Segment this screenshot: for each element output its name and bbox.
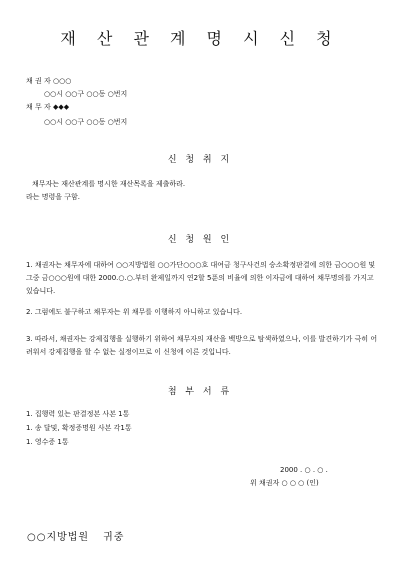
grounds-heading: 신 청 원 인 (167, 235, 233, 245)
debtor-label: 채 무 자 (26, 103, 51, 111)
grounds-paragraph-2: 2. 그럼에도 불구하고 채무자는 위 채무를 이행하지 아니하고 있습니다. (26, 308, 243, 316)
court-addressee (27, 528, 124, 543)
creditor-address: ○○시 ○○구 ○○동 ○번지 (44, 90, 128, 98)
creditor-label: 채 권 자 (26, 77, 51, 85)
debtor-line (26, 103, 69, 112)
court-name: ○○지방법원 (27, 532, 90, 543)
purpose-heading: 신 청 취 지 (167, 155, 233, 165)
attachment-item-1: 1. 집행력 있는 판결정본 사본 1통 (26, 410, 130, 418)
attachment-item-3: 1. 영수증 1통 (26, 438, 69, 446)
purpose-line-1: 채무자는 재산관계를 명시한 재산목록을 제출하라. (32, 180, 186, 188)
filing-date: 2000 . ○ . ○ . (280, 466, 328, 474)
attachments-heading: 첨 부 서 류 (167, 387, 233, 397)
creditor-line (26, 77, 71, 86)
grounds-paragraph-3: 3. 따라서, 채권자는 강제집행을 실행하기 위하여 채무자의 재산을 백방으로 탐색하였으나, 이를 발견하기가 극히 어려워서 강제집행을 할 수 없는 실정이므로 이 신청에 이른 것입니다. (26, 335, 378, 356)
signature-line: 위 채권자 ○ ○ ○ (인) (250, 479, 319, 487)
attachment-item-2: 1. 송 달및, 확정증명원 사본 각1통 (26, 424, 132, 432)
grounds-paragraph-1: 1. 채권자는 채무자에 대하여 ○○지방법원 ○○가단○○○호 대여금 청구사건의 승소확정판결에 의한 금○○○원 및 그중 금○○○원에 대한 2000.○.○.부터 완제일까지 연2할 5푼의 비율에 의한 이자금에 대하여 채무명의를 가지고 있습니다. (26, 261, 376, 295)
debtor-name: ◆◆◆ (52, 103, 70, 111)
purpose-line-2: 라는 명령을 구함. (26, 193, 81, 201)
creditor-name: ○○○ (52, 77, 72, 85)
document-title: 재 산 관 계 명 시 신 청 (60, 29, 340, 48)
debtor-address: ○○시 ○○구 ○○동 ○번지 (44, 118, 128, 126)
court-suffix: 귀중 (103, 532, 125, 543)
